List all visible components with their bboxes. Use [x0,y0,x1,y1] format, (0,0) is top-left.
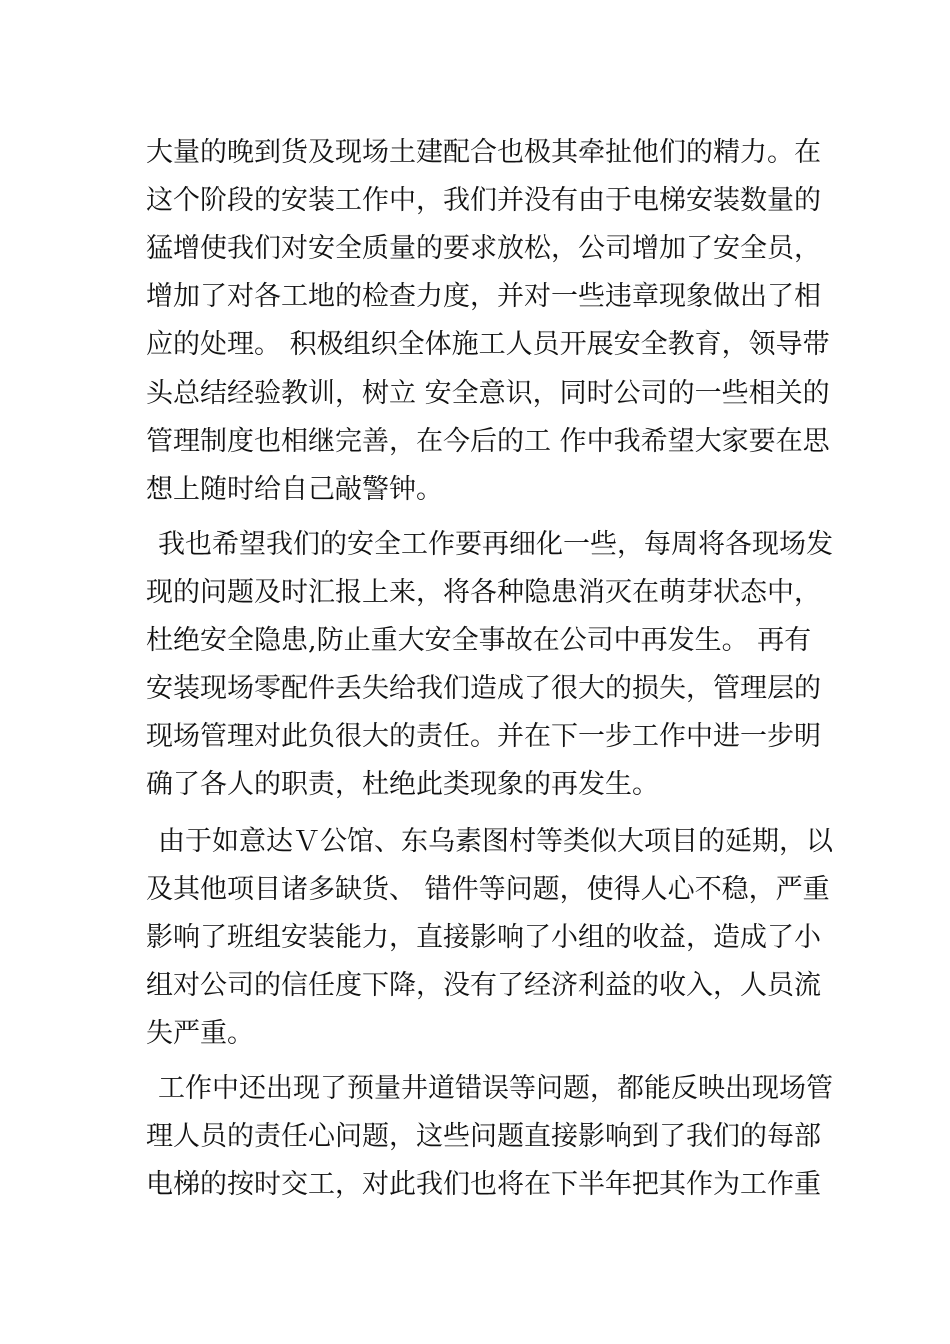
text-line: 确了各人的职责，杜绝此类现象的再发生。 [146,769,659,800]
text-line: 应的处理。 积极组织全体施工人员开展安全教育，领导带 [146,329,830,360]
text-line: 及其他项目诸多缺货、 错件等问题，使得人心不稳，严重 [146,874,830,905]
text-line: 头总结经验教训，树立 安全意识，同时公司的一些相关的 [146,378,830,409]
text-line: 影响了班组安装能力，直接影响了小组的收益，造成了小 [146,922,821,953]
text-line: 安装现场零配件丢失给我们造成了很大的损失，管理层的 [146,673,821,704]
text-line: 猛增使我们对安全质量的要求放松，公司增加了安全员， [146,233,821,264]
text-line: 组对公司的信任度下降，没有了经济利益的收入，人员流 [146,970,821,1001]
text-line: 工作中还出现了预量井道错误等问题，都能反映出现场管 [158,1073,833,1104]
text-line: 增加了对各工地的检查力度，并对一些违章现象做出了相 [146,281,821,312]
text-line: 想上随时给自己敲警钟。 [146,474,443,505]
text-line: 由于如意达Ｖ公馆、东乌素图村等类似大项目的延期，以 [158,826,833,857]
text-line: 大量的晚到货及现场土建配合也极其牵扯他们的精力。在 [146,137,821,168]
text-line: 杜绝安全隐患,防止重大安全事故在公司中再发生。 再有 [146,625,812,656]
text-line: 我也希望我们的安全工作要再细化一些，每周将各现场发 [158,529,833,560]
text-line: 理人员的责任心问题，这些问题直接影响到了我们的每部 [146,1121,821,1152]
text-line: 现场管理对此负很大的责任。并在下一步工作中进一步明 [146,721,821,752]
text-line: 现的问题及时汇报上来，将各种隐患消灭在萌芽状态中， [146,577,821,608]
text-line: 失严重。 [146,1018,254,1049]
text-line: 管理制度也相继完善，在今后的工 作中我希望大家要在思 [146,426,830,457]
text-line: 电梯的按时交工，对此我们也将在下半年把其作为工作重 [146,1169,821,1200]
text-line: 这个阶段的安装工作中，我们并没有由于电梯安装数量的 [146,185,821,216]
